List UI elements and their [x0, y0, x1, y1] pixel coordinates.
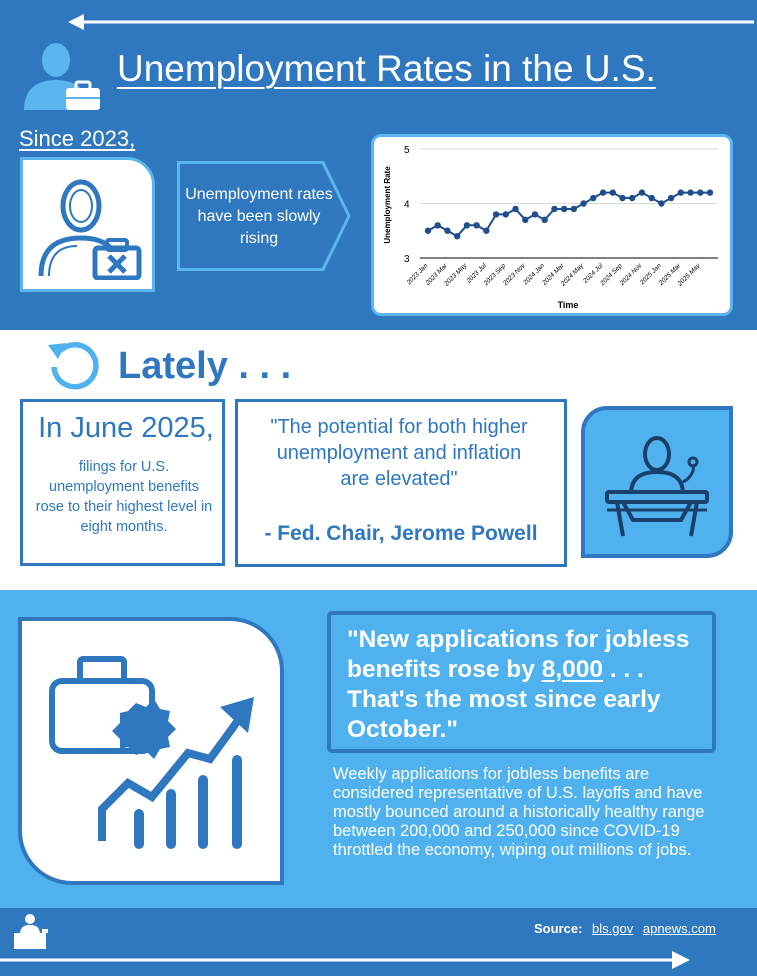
lately-heading: Lately . . . [118, 345, 292, 387]
rising-text: Unemployment rates have been slowly rising [185, 186, 333, 247]
weekly-applications-text: Weekly applications for jobless benefits are considered representative of U.S. layoffs and have mostly bounced around a historically healthy range between 200,000 and 250,000 since COVID-19 throttled the economy, wiping out millions of jobs. [333, 765, 705, 859]
data-point [580, 200, 586, 206]
data-point [551, 206, 557, 212]
june-box [20, 399, 225, 566]
data-point [541, 217, 547, 223]
data-point [668, 195, 674, 201]
since-label: Since 2023, [19, 126, 136, 151]
applications-quote-box [327, 611, 716, 753]
person-card [20, 157, 155, 292]
data-point [571, 206, 577, 212]
x-tick-label: 2023 May [443, 262, 469, 288]
x-tick-label: 2023 Jul [465, 262, 488, 285]
unemployment-chart-card [371, 134, 733, 316]
powell-quote-box [235, 399, 567, 567]
briefcase-badge-growth-icon [42, 641, 262, 861]
data-point [639, 189, 645, 195]
x-tick-label: 2024 Jul [582, 262, 605, 285]
source-link-bls[interactable]: bls.gov [592, 921, 634, 936]
y-tick-label: 5 [404, 145, 410, 156]
data-point [610, 189, 616, 195]
person-x-briefcase-icon [35, 172, 143, 280]
data-point [532, 211, 538, 217]
data-point [464, 222, 470, 228]
page-title: Unemployment Rates in the U.S. [117, 48, 656, 89]
data-point [493, 211, 499, 217]
data-point [687, 189, 693, 195]
data-point [454, 233, 460, 239]
data-point [425, 228, 431, 234]
desk-person-icon [12, 911, 50, 951]
applications-quote-part1: "New applications for jobless benefits rose by [347, 626, 690, 683]
june-text: filings for U.S. unemployment benefits rose to their highest level in eight months. [35, 459, 213, 535]
data-point [697, 189, 703, 195]
series-line [428, 193, 710, 237]
x-axis-label: Time [557, 300, 579, 310]
data-point [678, 189, 684, 195]
x-tick-label: 2024 May [559, 262, 586, 288]
applications-quote [347, 625, 717, 745]
data-point [512, 206, 518, 212]
data-point [522, 217, 528, 223]
data-point [483, 228, 489, 234]
x-tick-label: 2024 Sep [599, 262, 624, 288]
arrow-left-icon [68, 12, 754, 32]
applications-quote-number: 8,000 [541, 656, 604, 683]
data-point [444, 228, 450, 234]
applications-quote-part2: . . . That's the most since early October." [347, 656, 661, 743]
person-briefcase-icon [20, 42, 102, 112]
unemployment-chart [374, 137, 730, 313]
y-axis-label: Unemployment Rate [383, 166, 392, 244]
source-line [534, 921, 722, 936]
june-heading: In June 2025, [38, 412, 214, 444]
x-tick-label: 2023 Mar [424, 262, 449, 287]
powell-quote: "The potential for both higher unemployment and inflation are elevated" [270, 416, 528, 490]
growth-card [18, 617, 284, 885]
data-point [473, 222, 479, 228]
x-tick-label: 2025 Jan [638, 262, 663, 287]
arrow-right-icon [0, 948, 690, 972]
data-point [561, 206, 567, 212]
x-tick-label: 2023 Jan [405, 262, 430, 287]
x-tick-label: 2025 May [676, 262, 702, 288]
x-tick-label: 2023 Sep [482, 262, 508, 288]
y-tick-label: 4 [404, 199, 410, 211]
y-tick-label: 3 [404, 254, 410, 265]
data-point [648, 195, 654, 201]
source-label: Source: [534, 921, 583, 936]
source-link-apnews[interactable]: apnews.com [642, 921, 716, 936]
x-tick-label: 2024 Mar [541, 262, 566, 287]
data-point [503, 211, 509, 217]
data-point [619, 195, 625, 201]
x-tick-label: 2023 Nov [502, 262, 527, 288]
data-point [707, 189, 713, 195]
data-point [600, 189, 606, 195]
x-tick-label: 2024 Jan [522, 262, 547, 287]
podium-speaker-icon [599, 424, 715, 540]
x-tick-label: 2025 Mar [657, 262, 683, 287]
data-point [658, 200, 664, 206]
refresh-icon [46, 339, 102, 391]
podium-card [581, 406, 733, 558]
data-point [435, 222, 441, 228]
quote-author: - Fed. Chair, Jerome Powell [264, 522, 538, 545]
data-point [629, 195, 635, 201]
data-point [590, 195, 596, 201]
x-tick-label: 2024 Nov [618, 262, 644, 288]
